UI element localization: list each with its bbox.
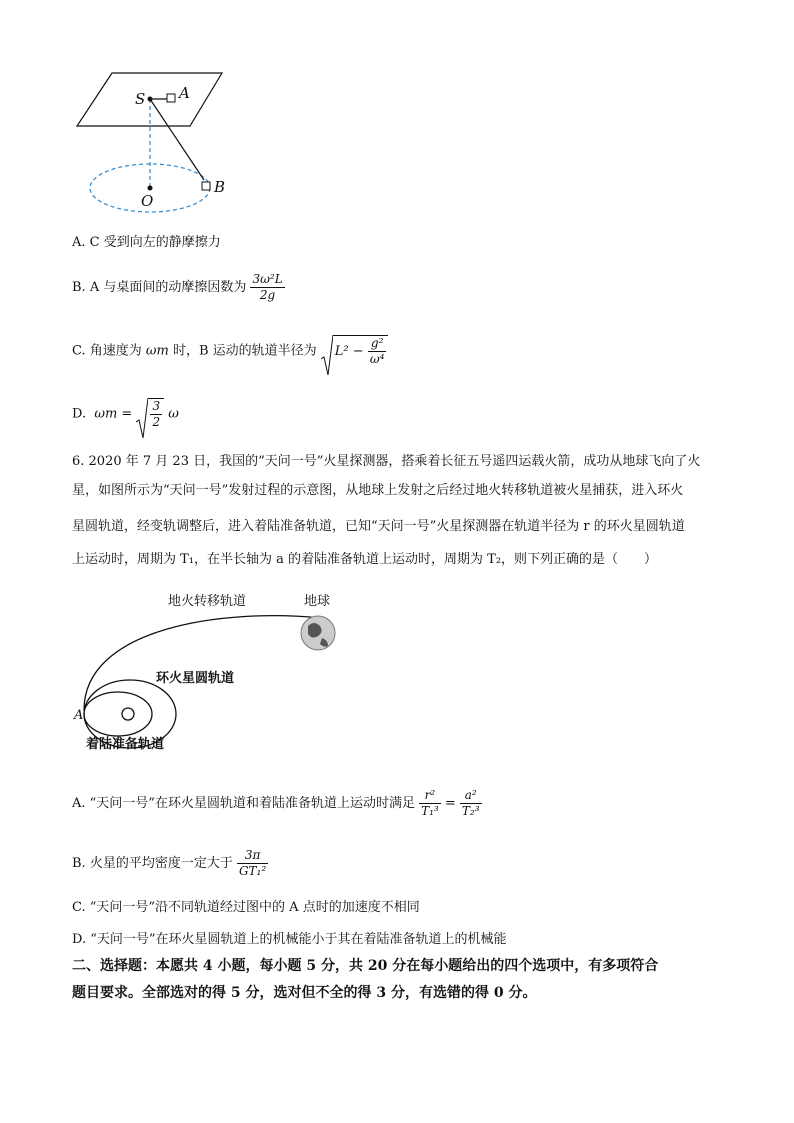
minus-sign: − <box>352 344 364 359</box>
q6-stem-line4: 上运动时，周期为 T₁，在半长轴为 a 的着陆准备轨道上运动时，周期为 T₂，则下列正确的是（ ） <box>72 552 658 567</box>
landing-orbit-label: 着陆准备轨道 <box>86 737 165 752</box>
q6-stem-line3: 星圆轨道，经变轨调整后，进入着陆准备轨道，已知“天问一号”火星探测器在轨道半径为 r 的环火星圆轨道 <box>72 519 685 534</box>
q6-option-b-text: B. 火星的平均密度一定大于 <box>72 856 233 871</box>
label-B: B <box>214 178 226 196</box>
q6-option-a-text: A. “天问一号”在环火星圆轨道和着陆准备轨道上运动时满足 <box>72 796 415 811</box>
equals-sign: = <box>444 796 456 811</box>
transfer-orbit-label: 地火转移轨道 <box>168 594 247 609</box>
q5-option-d-omega: ω <box>168 406 179 422</box>
block-A <box>167 94 175 102</box>
fraction-numerator: r² <box>419 788 441 804</box>
q5-option-c-omega: ωm <box>145 343 169 359</box>
earth-label: 地球 <box>304 594 331 609</box>
q5-option-c <box>72 335 388 367</box>
sqrt-fraction <box>150 399 162 430</box>
radical-sign <box>321 335 333 375</box>
section-2-heading-line1: 二、选择题：本愿共 4 小题，每小题 5 分，共 20 分在每小题给出的四个选项中，有多项符合 <box>72 958 659 974</box>
q5-option-a: A. C 受到向左的静摩擦力 <box>72 235 221 250</box>
q6-option-b-fraction <box>237 848 268 879</box>
q5-option-c-text2: 时，B 运动的轨道半径为 <box>172 343 317 359</box>
q5-option-d-label: D. <box>72 406 87 422</box>
q6-option-a-fraction-2 <box>460 788 482 819</box>
fraction-numerator: 3π <box>237 848 268 864</box>
q5-option-c-text1: C. 角速度为 <box>72 343 142 359</box>
label-S: S <box>135 90 146 108</box>
sqrt-fraction <box>368 336 387 367</box>
circular-orbit-label: 环火星圆轨道 <box>156 671 235 686</box>
q5-option-b-fraction <box>250 272 284 303</box>
q6-option-a <box>72 788 482 819</box>
q6-option-d: D. “天问一号”在环火星圆轨道上的机械能小于其在着陆准备轨道上的机械能 <box>72 932 507 947</box>
q5-option-d-lhs: ωm = <box>94 406 133 422</box>
fraction-denominator: GT₁² <box>238 864 267 878</box>
rotation-figure <box>72 68 242 218</box>
section-2-heading-line2: 题目要求。全部选对的得 5 分，选对但不全的得 3 分，有选错的得 0 分。 <box>72 985 537 1001</box>
fraction-denominator: T₂³ <box>461 804 480 818</box>
q5-option-b-text: B. A 与桌面间的动摩擦因数为 <box>72 280 247 295</box>
fraction-denominator: ω⁴ <box>369 352 385 366</box>
q6-stem-line2: 星，如图所示为“天问一号”发射过程的示意图，从地球上发射之后经过地火转移轨道被火星捕获，进入环火 <box>72 483 684 498</box>
fraction-denominator: T₁³ <box>421 804 439 818</box>
q6-option-c: C. “天问一号”沿不同轨道经过图中的 A 点时的加速度不相同 <box>72 900 420 915</box>
sqrt-term-L: L² <box>334 344 349 359</box>
q5-option-d <box>72 398 179 430</box>
fraction-denominator: 2g <box>259 288 276 302</box>
landing-orbit <box>84 692 152 736</box>
q5-option-b <box>72 272 285 303</box>
label-O: O <box>141 192 154 210</box>
orbit-figure <box>72 588 362 758</box>
fraction-numerator: g² <box>368 336 387 352</box>
string-SB <box>150 99 204 180</box>
sqrt-expression <box>136 398 164 430</box>
radical-sign <box>136 398 148 438</box>
transfer-orbit <box>84 616 322 710</box>
fraction-numerator: 3ω²L <box>252 272 283 286</box>
fraction-numerator: a² <box>460 788 482 804</box>
label-A: A <box>179 84 190 102</box>
block-B <box>202 182 210 190</box>
point-A-label: A <box>74 708 84 723</box>
sqrt-expression <box>321 335 389 367</box>
fraction-denominator: 2 <box>152 415 161 429</box>
mars <box>122 708 134 720</box>
q6-option-a-fraction-1 <box>419 788 441 819</box>
fraction-numerator: 3 <box>152 399 161 413</box>
q6-option-b <box>72 848 268 879</box>
q6-stem-line1: 6. 2020 年 7 月 23 日，我国的“天问一号”火星探测器，搭乘着长征五号遥四运载火箭，成功从地球飞向了火 <box>72 454 701 469</box>
point-O <box>148 186 153 191</box>
